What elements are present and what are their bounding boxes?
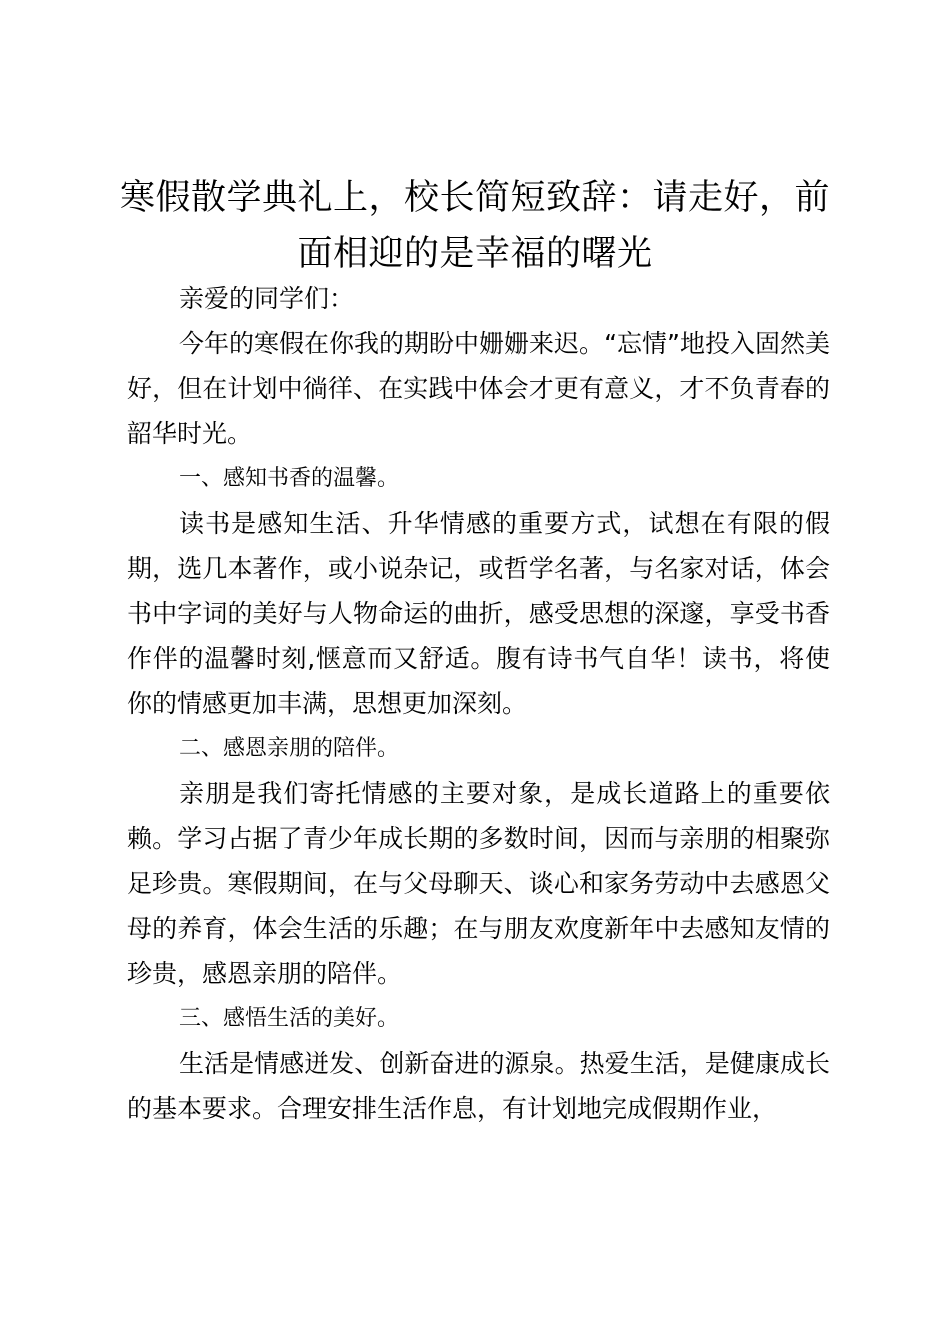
section-heading-3: 三、感悟生活的美好。 xyxy=(179,1006,400,1031)
section-heading-2: 二、感恩亲朋的陪伴。 xyxy=(179,736,400,761)
section-2-paragraph: 亲朋是我们寄托情感的主要对象，是成长道路上的重要依赖。学习占据了青少年成长期的多数时间，因而与亲朋的相聚弥足珍贵。寒假期间，在与父母聊天、谈心和家务劳动中去感恩父母的养育，体会生活的乐趣；在与朋友欢度新年中去感知友情的珍贵，感恩亲朋的陪伴。 xyxy=(127,779,830,988)
document-body xyxy=(127,276,830,1131)
section-3-paragraph: 生活是情感迸发、创新奋进的源泉。热爱生活，是健康成长的基本要求。合理安排生活作息，有计划地完成假期作业， xyxy=(127,1049,830,1123)
section-1-paragraph: 读书是感知生活、升华情感的重要方式，试想在有限的假期，选几本著作，或小说杂记，或哲学名著，与名家对话，体会书中字词的美好与人物命运的曲折，感受思想的深邃，享受书香作伴的温馨时刻,惬意而又舒适。腹有诗书气自华！读书，将使你的情感更加丰满，思想更加深刻。 xyxy=(127,509,830,718)
intro-paragraph: 今年的寒假在你我的期盼中姗姗来迟。“忘情”地投入固然美好，但在计划中徜徉、在实践中体会才更有意义，才不负青春的韶华时光。 xyxy=(127,329,830,448)
greeting: 亲爱的同学们： xyxy=(179,284,355,313)
section-heading-1: 一、感知书香的温馨。 xyxy=(179,466,400,491)
document-title: 寒假散学典礼上，校长简短致辞：请走好，前面相迎的是幸福的曙光 xyxy=(120,178,831,274)
